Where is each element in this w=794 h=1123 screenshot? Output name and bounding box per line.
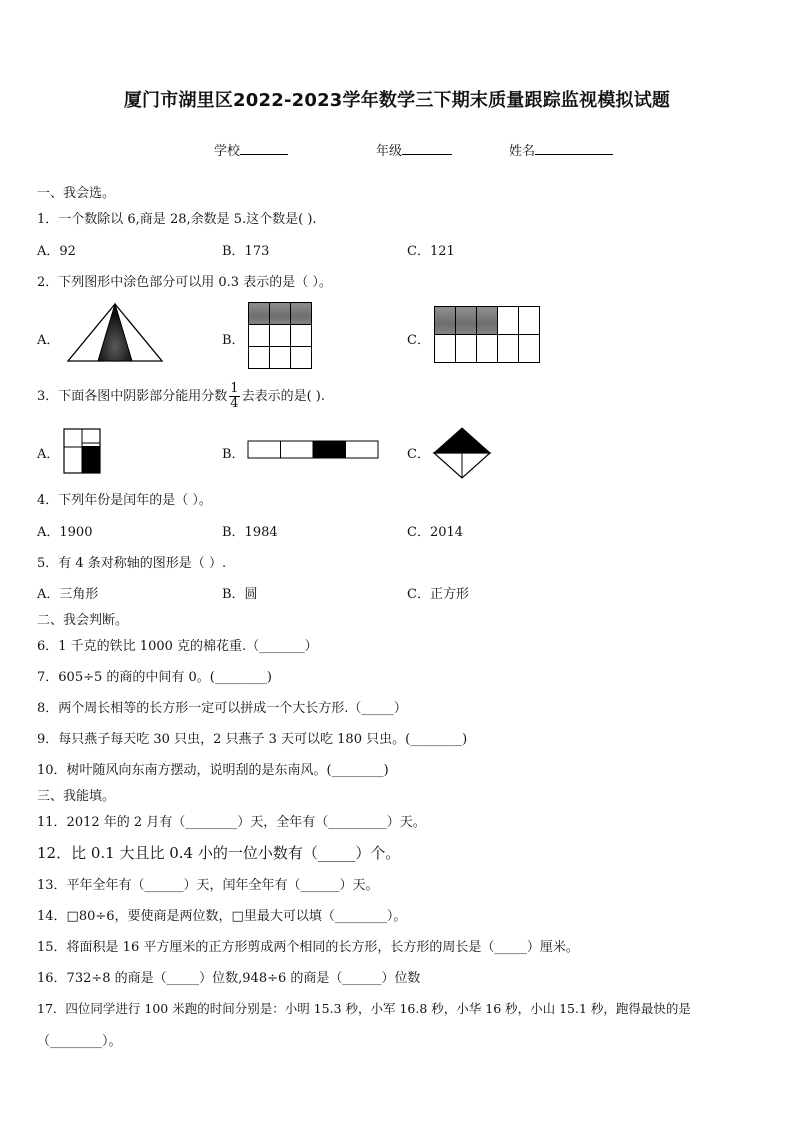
q1-option-b[interactable]: B．173	[222, 244, 270, 259]
q2-option-c[interactable]: C．	[407, 333, 430, 348]
q3-option-c[interactable]: C．	[407, 447, 430, 462]
section-3-heading: 三、我能填。	[37, 789, 116, 804]
grade-blank[interactable]	[402, 142, 452, 155]
q1-option-c[interactable]: C．121	[407, 244, 455, 259]
school-blank[interactable]	[240, 142, 288, 155]
q3-fraction-denominator: 4	[230, 396, 239, 411]
q4-option-b[interactable]: B．1984	[222, 525, 278, 540]
question-14: 14．□80÷6，要使商是两位数，□里最大可以填（________）。	[37, 909, 407, 924]
q5-option-c[interactable]: C．正方形	[407, 587, 469, 602]
question-3	[37, 382, 325, 411]
q2-triangle-figure	[66, 302, 164, 364]
question-17: 17．四位同学进行 100 米跑的时间分别是：小明 15.3 秒，小军 16.8 秒，小华 16 秒，小山 15.1 秒，跑得最快的是	[37, 1001, 691, 1016]
section-2-heading: 二、我会判断。	[37, 613, 129, 628]
name-field[interactable]	[509, 140, 613, 159]
question-10: 10．树叶随风向东南方摆动，说明刮的是东南风。(________)	[37, 763, 389, 778]
q3-text-post: 去表示的是( ).	[241, 389, 325, 404]
q3-strip-figure	[247, 440, 380, 460]
q3-fraction	[229, 382, 239, 411]
q5-option-b[interactable]: B．圆	[222, 587, 258, 602]
question-8: 8．两个周长相等的长方形一定可以拼成一个大长方形.（_____）	[37, 701, 407, 716]
section-1-heading: 一、我会选。	[37, 186, 116, 201]
q3-diamond-figure	[432, 427, 492, 479]
school-label: 学校	[214, 144, 241, 159]
question-7: 7．605÷5 的商的中间有 0。(________)	[37, 670, 272, 685]
question-6: 6．1 千克的铁比 1000 克的棉花重.（_______）	[37, 639, 318, 654]
q5-option-a[interactable]: A．三角形	[37, 587, 99, 602]
name-label: 姓名	[509, 144, 536, 159]
question-15: 15．将面积是 16 平方厘米的正方形剪成两个相同的长方形，长方形的周长是（_____）厘米。	[37, 940, 579, 955]
q3-text-pre: 3．下面各图中阴影部分能用分数	[37, 389, 228, 404]
question-16: 16．732÷8 的商是（_____）位数,948÷6 的商是（______）位数	[37, 971, 421, 986]
question-2: 2．下列图形中涂色部分可以用 0.3 表示的是（ ）。	[37, 275, 332, 290]
question-13: 13．平年全年有（______）天，闰年全年有（______）天。	[37, 878, 379, 893]
name-blank[interactable]	[535, 142, 613, 155]
question-5: 5．有 4 条对称轴的图形是（ ）.	[37, 556, 227, 571]
q3-square-figure	[63, 428, 103, 475]
page-title: 厦门市湖里区2022-2023学年数学三下期末质量跟踪监视模拟试题	[123, 90, 671, 111]
question-11: 11．2012 年的 2 月有（________）天，全年有（_________）天。	[37, 815, 426, 830]
q1-option-a[interactable]: A．92	[37, 244, 76, 259]
question-9: 9．每只燕子每天吃 30 只虫，2 只燕子 3 天可以吃 180 只虫。(________)	[37, 732, 468, 747]
question-12: 12．比 0.1 大且比 0.4 小的一位小数有（_____）个。	[37, 844, 401, 862]
q4-option-a[interactable]: A．1900	[37, 525, 93, 540]
grade-label: 年级	[376, 144, 403, 159]
q3-option-a[interactable]: A．	[37, 447, 60, 462]
grade-field[interactable]	[376, 140, 452, 159]
q2-option-b[interactable]: B．	[222, 333, 245, 348]
q4-option-c[interactable]: C．2014	[407, 525, 464, 540]
q2-grid-b	[248, 302, 312, 369]
question-17-answer-line: （________）。	[37, 1034, 122, 1049]
q3-option-b[interactable]: B．	[222, 447, 245, 462]
q2-option-a[interactable]: A．	[37, 333, 60, 348]
question-4: 4．下列年份是闰年的是（ ）。	[37, 493, 212, 508]
q2-grid-c	[434, 306, 540, 363]
q3-fraction-numerator: 1	[230, 381, 239, 396]
school-field[interactable]	[214, 140, 288, 159]
question-1: 1．一个数除以 6,商是 28,余数是 5.这个数是( ).	[37, 212, 317, 227]
